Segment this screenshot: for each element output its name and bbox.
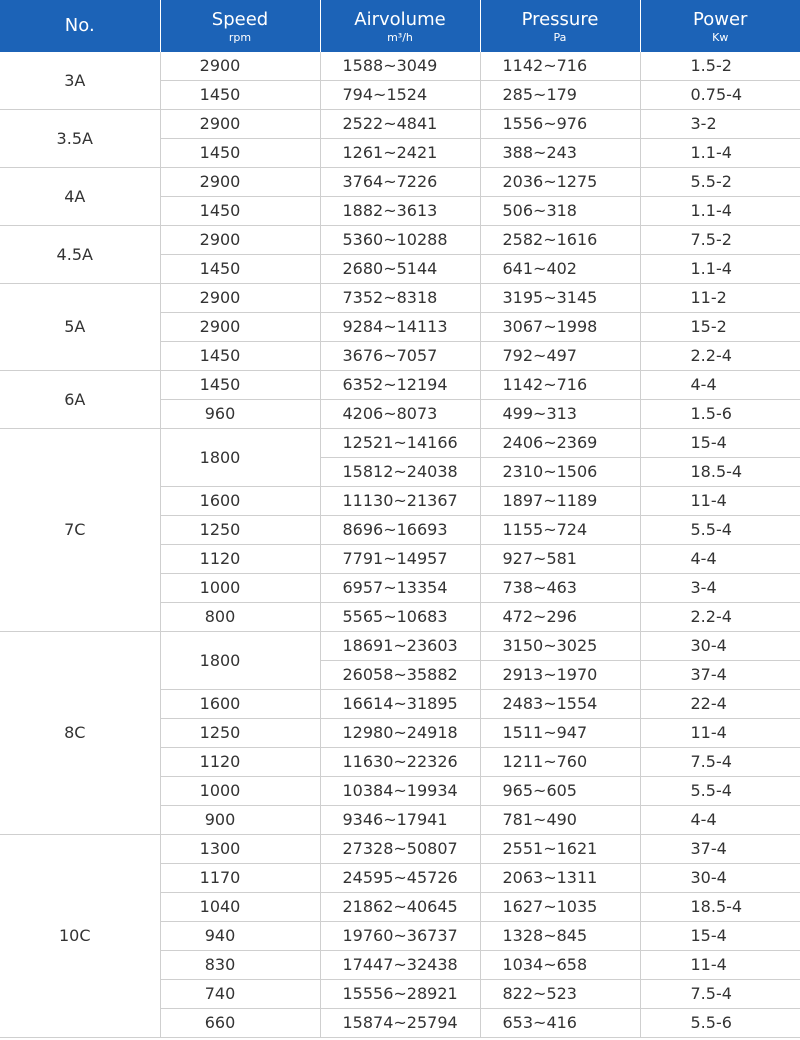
power-cell: 1.1-4 <box>640 139 800 168</box>
table-row <box>0 284 800 313</box>
header-power-label: Power <box>693 9 748 30</box>
power-cell: 11-4 <box>640 719 800 748</box>
model-cell: 3A <box>0 52 160 110</box>
model-cell: 8C <box>0 632 160 835</box>
airvolume-cell: 11130~21367 <box>320 487 480 516</box>
header-pressure <box>480 0 640 52</box>
speed-cell: 1450 <box>160 139 320 168</box>
speed-cell: 1250 <box>160 516 320 545</box>
power-cell: 18.5-4 <box>640 458 800 487</box>
table-row <box>0 429 800 458</box>
power-cell: 15-4 <box>640 429 800 458</box>
model-cell: 10C <box>0 835 160 1038</box>
airvolume-cell: 10384~19934 <box>320 777 480 806</box>
speed-cell: 2900 <box>160 284 320 313</box>
speed-cell: 1170 <box>160 864 320 893</box>
speed-cell: 830 <box>160 951 320 980</box>
pressure-cell: 1155~724 <box>480 516 640 545</box>
power-cell: 4-4 <box>640 806 800 835</box>
speed-cell: 2900 <box>160 168 320 197</box>
pressure-cell: 1328~845 <box>480 922 640 951</box>
speed-cell: 1450 <box>160 197 320 226</box>
table-row <box>0 168 800 197</box>
airvolume-cell: 15812~24038 <box>320 458 480 487</box>
speed-cell: 1040 <box>160 893 320 922</box>
pressure-cell: 2406~2369 <box>480 429 640 458</box>
airvolume-cell: 2522~4841 <box>320 110 480 139</box>
airvolume-cell: 5565~10683 <box>320 603 480 632</box>
airvolume-cell: 12980~24918 <box>320 719 480 748</box>
airvolume-cell: 3764~7226 <box>320 168 480 197</box>
power-cell: 4-4 <box>640 545 800 574</box>
power-cell: 18.5-4 <box>640 893 800 922</box>
airvolume-cell: 26058~35882 <box>320 661 480 690</box>
pressure-cell: 3150~3025 <box>480 632 640 661</box>
header-speed-label: Speed <box>211 9 269 30</box>
power-cell: 1.5-2 <box>640 52 800 81</box>
speed-cell: 1600 <box>160 690 320 719</box>
header-power <box>640 0 800 52</box>
pressure-cell: 653~416 <box>480 1009 640 1038</box>
speed-cell: 2900 <box>160 110 320 139</box>
pressure-cell: 1511~947 <box>480 719 640 748</box>
pressure-cell: 2310~1506 <box>480 458 640 487</box>
speed-cell: 900 <box>160 806 320 835</box>
airvolume-cell: 7791~14957 <box>320 545 480 574</box>
pressure-cell: 641~402 <box>480 255 640 284</box>
pressure-cell: 1142~716 <box>480 52 640 81</box>
model-cell: 3.5A <box>0 110 160 168</box>
header-airvolume-unit: m³/h <box>387 31 413 44</box>
airvolume-cell: 19760~36737 <box>320 922 480 951</box>
power-cell: 5.5-4 <box>640 777 800 806</box>
power-cell: 11-4 <box>640 487 800 516</box>
header-speed-unit: rpm <box>228 31 252 44</box>
airvolume-cell: 4206~8073 <box>320 400 480 429</box>
pressure-cell: 3195~3145 <box>480 284 640 313</box>
speed-cell: 1800 <box>160 632 320 690</box>
pressure-cell: 1211~760 <box>480 748 640 777</box>
model-cell: 6A <box>0 371 160 429</box>
model-cell: 4A <box>0 168 160 226</box>
power-cell: 5.5-4 <box>640 516 800 545</box>
speed-cell: 2900 <box>160 313 320 342</box>
power-cell: 1.1-4 <box>640 197 800 226</box>
airvolume-cell: 15874~25794 <box>320 1009 480 1038</box>
airvolume-cell: 1261~2421 <box>320 139 480 168</box>
pressure-cell: 285~179 <box>480 81 640 110</box>
speed-cell: 1000 <box>160 777 320 806</box>
power-cell: 11-2 <box>640 284 800 313</box>
table-row <box>0 632 800 661</box>
power-cell: 5.5-2 <box>640 168 800 197</box>
pressure-cell: 738~463 <box>480 574 640 603</box>
speed-cell: 1300 <box>160 835 320 864</box>
airvolume-cell: 21862~40645 <box>320 893 480 922</box>
airvolume-cell: 9284~14113 <box>320 313 480 342</box>
model-cell: 4.5A <box>0 226 160 284</box>
pressure-cell: 2036~1275 <box>480 168 640 197</box>
header-pressure-unit: Pa <box>553 31 567 44</box>
power-cell: 37-4 <box>640 661 800 690</box>
table-row <box>0 371 800 400</box>
header-airvolume-label: Airvolume <box>354 9 446 30</box>
power-cell: 2.2-4 <box>640 603 800 632</box>
airvolume-cell: 9346~17941 <box>320 806 480 835</box>
speed-cell: 1120 <box>160 748 320 777</box>
header-pressure-label: Pressure <box>521 9 599 30</box>
airvolume-cell: 6957~13354 <box>320 574 480 603</box>
airvolume-cell: 15556~28921 <box>320 980 480 1009</box>
airvolume-cell: 11630~22326 <box>320 748 480 777</box>
power-cell: 3-2 <box>640 110 800 139</box>
speed-cell: 800 <box>160 603 320 632</box>
power-cell: 22-4 <box>640 690 800 719</box>
header-power-unit: Kw <box>712 31 729 44</box>
power-cell: 37-4 <box>640 835 800 864</box>
power-cell: 5.5-6 <box>640 1009 800 1038</box>
pressure-cell: 822~523 <box>480 980 640 1009</box>
airvolume-cell: 5360~10288 <box>320 226 480 255</box>
table-row <box>0 835 800 864</box>
airvolume-cell: 7352~8318 <box>320 284 480 313</box>
pressure-cell: 965~605 <box>480 777 640 806</box>
speed-cell: 1450 <box>160 371 320 400</box>
airvolume-cell: 27328~50807 <box>320 835 480 864</box>
speed-cell: 1450 <box>160 255 320 284</box>
airvolume-cell: 24595~45726 <box>320 864 480 893</box>
airvolume-cell: 1882~3613 <box>320 197 480 226</box>
speed-cell: 1450 <box>160 81 320 110</box>
power-cell: 1.5-6 <box>640 400 800 429</box>
airvolume-cell: 794~1524 <box>320 81 480 110</box>
airvolume-cell: 8696~16693 <box>320 516 480 545</box>
power-cell: 4-4 <box>640 371 800 400</box>
header-airvolume <box>320 0 480 52</box>
model-cell: 7C <box>0 429 160 632</box>
airvolume-cell: 12521~14166 <box>320 429 480 458</box>
airvolume-cell: 17447~32438 <box>320 951 480 980</box>
pressure-cell: 1897~1189 <box>480 487 640 516</box>
pressure-cell: 1034~658 <box>480 951 640 980</box>
speed-cell: 740 <box>160 980 320 1009</box>
power-cell: 1.1-4 <box>640 255 800 284</box>
speed-cell: 960 <box>160 400 320 429</box>
pressure-cell: 1142~716 <box>480 371 640 400</box>
speed-cell: 1800 <box>160 429 320 487</box>
table-header <box>0 0 800 52</box>
power-cell: 11-4 <box>640 951 800 980</box>
pressure-cell: 388~243 <box>480 139 640 168</box>
pressure-cell: 1556~976 <box>480 110 640 139</box>
power-cell: 7.5-4 <box>640 748 800 777</box>
airvolume-cell: 1588~3049 <box>320 52 480 81</box>
pressure-cell: 499~313 <box>480 400 640 429</box>
pressure-cell: 2483~1554 <box>480 690 640 719</box>
speed-cell: 1000 <box>160 574 320 603</box>
pressure-cell: 792~497 <box>480 342 640 371</box>
header-row <box>0 0 800 52</box>
pressure-cell: 2063~1311 <box>480 864 640 893</box>
table-row <box>0 226 800 255</box>
pressure-cell: 472~296 <box>480 603 640 632</box>
pressure-cell: 2913~1970 <box>480 661 640 690</box>
speed-cell: 1450 <box>160 342 320 371</box>
speed-cell: 1120 <box>160 545 320 574</box>
pressure-cell: 1627~1035 <box>480 893 640 922</box>
airvolume-cell: 18691~23603 <box>320 632 480 661</box>
speed-cell: 1600 <box>160 487 320 516</box>
pressure-cell: 506~318 <box>480 197 640 226</box>
power-cell: 7.5-2 <box>640 226 800 255</box>
speed-cell: 1250 <box>160 719 320 748</box>
table-body <box>0 52 800 1038</box>
power-cell: 3-4 <box>640 574 800 603</box>
power-cell: 15-2 <box>640 313 800 342</box>
pressure-cell: 3067~1998 <box>480 313 640 342</box>
pressure-cell: 2551~1621 <box>480 835 640 864</box>
power-cell: 15-4 <box>640 922 800 951</box>
power-cell: 30-4 <box>640 864 800 893</box>
pressure-cell: 781~490 <box>480 806 640 835</box>
speed-cell: 660 <box>160 1009 320 1038</box>
airvolume-cell: 16614~31895 <box>320 690 480 719</box>
table-row <box>0 52 800 81</box>
power-cell: 2.2-4 <box>640 342 800 371</box>
pressure-cell: 2582~1616 <box>480 226 640 255</box>
model-cell: 5A <box>0 284 160 371</box>
power-cell: 30-4 <box>640 632 800 661</box>
speed-cell: 940 <box>160 922 320 951</box>
header-no <box>0 0 160 52</box>
power-cell: 0.75-4 <box>640 81 800 110</box>
header-no-label: No. <box>64 15 95 36</box>
airvolume-cell: 6352~12194 <box>320 371 480 400</box>
power-cell: 7.5-4 <box>640 980 800 1009</box>
pressure-cell: 927~581 <box>480 545 640 574</box>
airvolume-cell: 2680~5144 <box>320 255 480 284</box>
speed-cell: 2900 <box>160 226 320 255</box>
airvolume-cell: 3676~7057 <box>320 342 480 371</box>
header-speed <box>160 0 320 52</box>
speed-cell: 2900 <box>160 52 320 81</box>
table-row <box>0 110 800 139</box>
